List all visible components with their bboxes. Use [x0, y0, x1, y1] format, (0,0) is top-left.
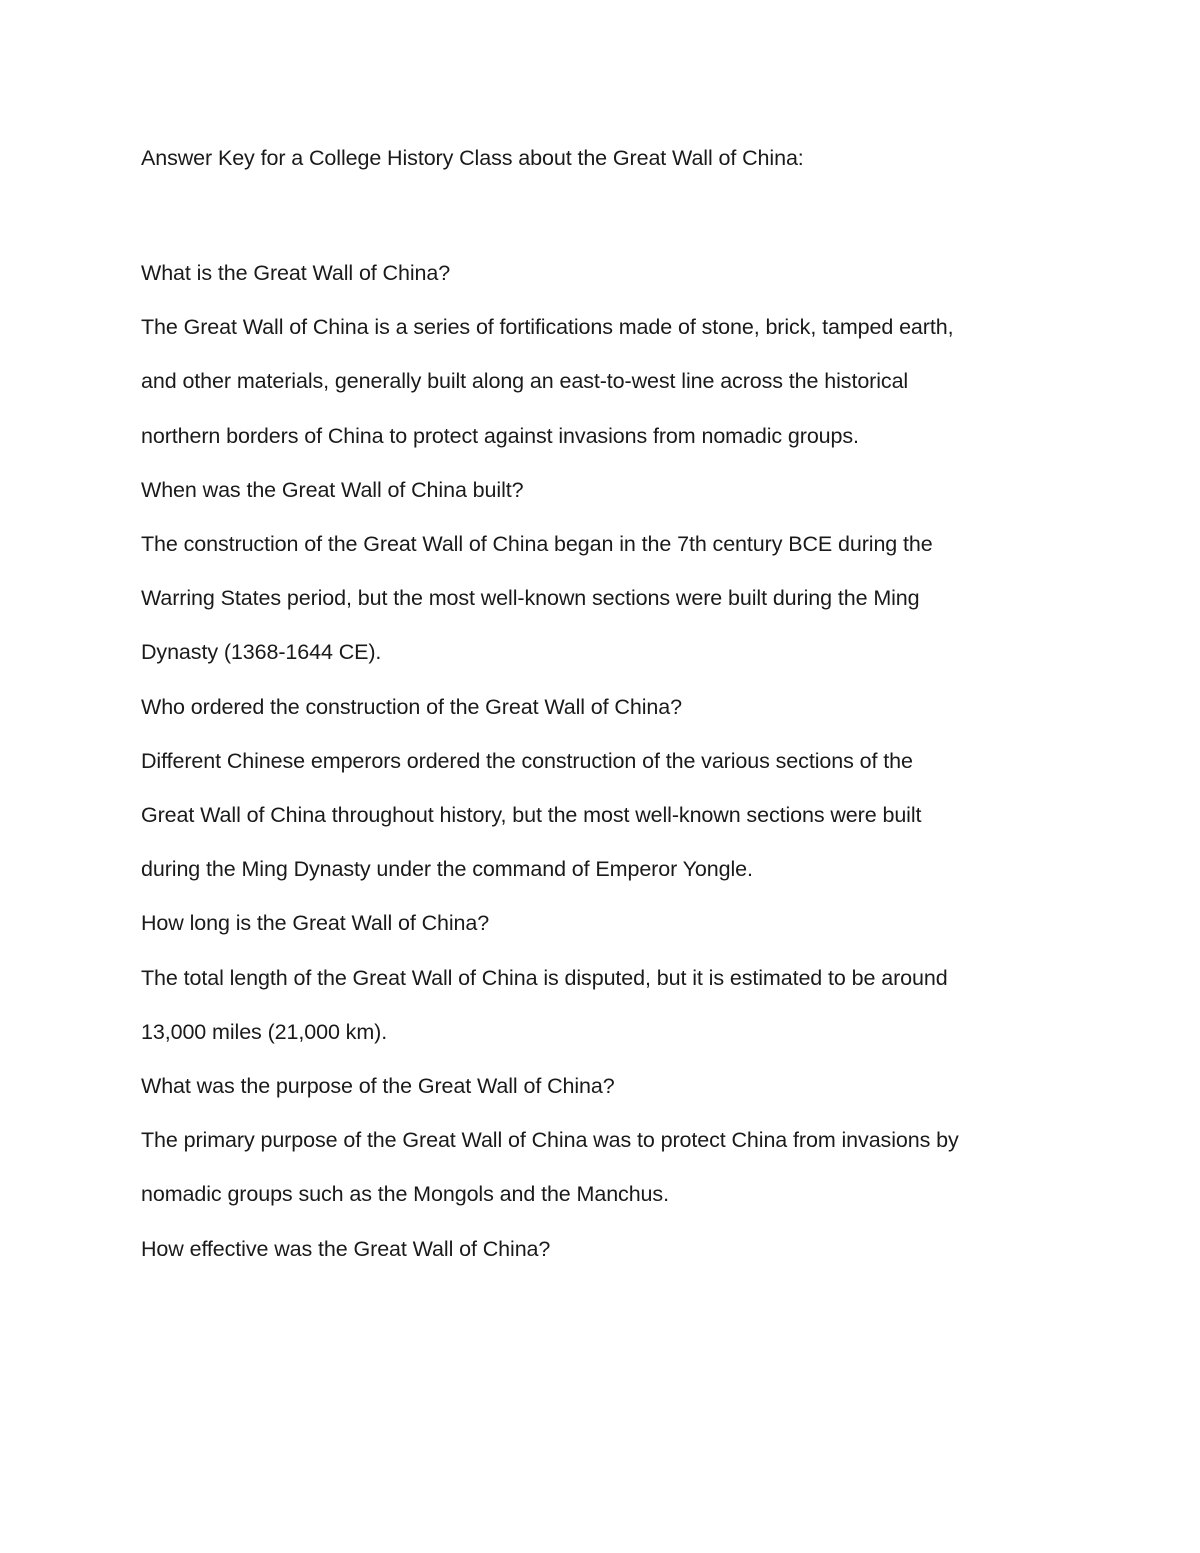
answer-line: Warring States period, but the most well-known sections were built during the Ming — [141, 586, 920, 611]
document-body — [141, 138, 1081, 1276]
answer-line: and other materials, generally built along an east-to-west line across the historical — [141, 369, 909, 394]
answer-line: Different Chinese emperors ordered the construction of the various sections of the — [141, 748, 913, 773]
answer-line: during the Ming Dynasty under the command of Emperor Yongle. — [141, 857, 753, 882]
question-text: Who ordered the construction of the Great Wall of China? — [141, 694, 682, 719]
qa-item — [141, 680, 1081, 897]
qa-item — [141, 246, 1081, 463]
answer-line: The Great Wall of China is a series of fortifications made of stone, brick, tamped earth, — [141, 315, 954, 340]
question-text: When was the Great Wall of China built? — [141, 477, 524, 502]
question-text: How long is the Great Wall of China? — [141, 911, 490, 936]
answer-line: nomadic groups such as the Mongols and the Manchus. — [141, 1182, 669, 1207]
answer-line: The total length of the Great Wall of China is disputed, but it is estimated to be around — [141, 965, 948, 990]
qa-item — [141, 896, 1081, 1059]
question-text: What is the Great Wall of China? — [141, 261, 451, 285]
qa-item — [141, 1222, 1081, 1276]
answer-line: The primary purpose of the Great Wall of China was to protect China from invasions by — [141, 1128, 959, 1153]
title-spacer — [141, 178, 1081, 246]
answer-line: Great Wall of China throughout history, but the most well-known sections were built — [141, 803, 922, 828]
answer-line: The construction of the Great Wall of China began in the 7th century BCE during the — [141, 532, 933, 557]
question-text: What was the purpose of the Great Wall of China? — [141, 1074, 615, 1099]
answer-line: 13,000 miles (21,000 km). — [141, 1019, 388, 1044]
qa-list — [141, 246, 1081, 1276]
qa-item — [141, 463, 1081, 680]
question-text: How effective was the Great Wall of China? — [141, 1236, 551, 1261]
answer-line: Dynasty (1368-1644 CE). — [141, 640, 382, 665]
answer-line: northern borders of China to protect against invasions from nomadic groups. — [141, 423, 859, 448]
qa-item — [141, 1059, 1081, 1222]
document-title: Answer Key for a College History Class about the Great Wall of China: — [141, 146, 804, 170]
